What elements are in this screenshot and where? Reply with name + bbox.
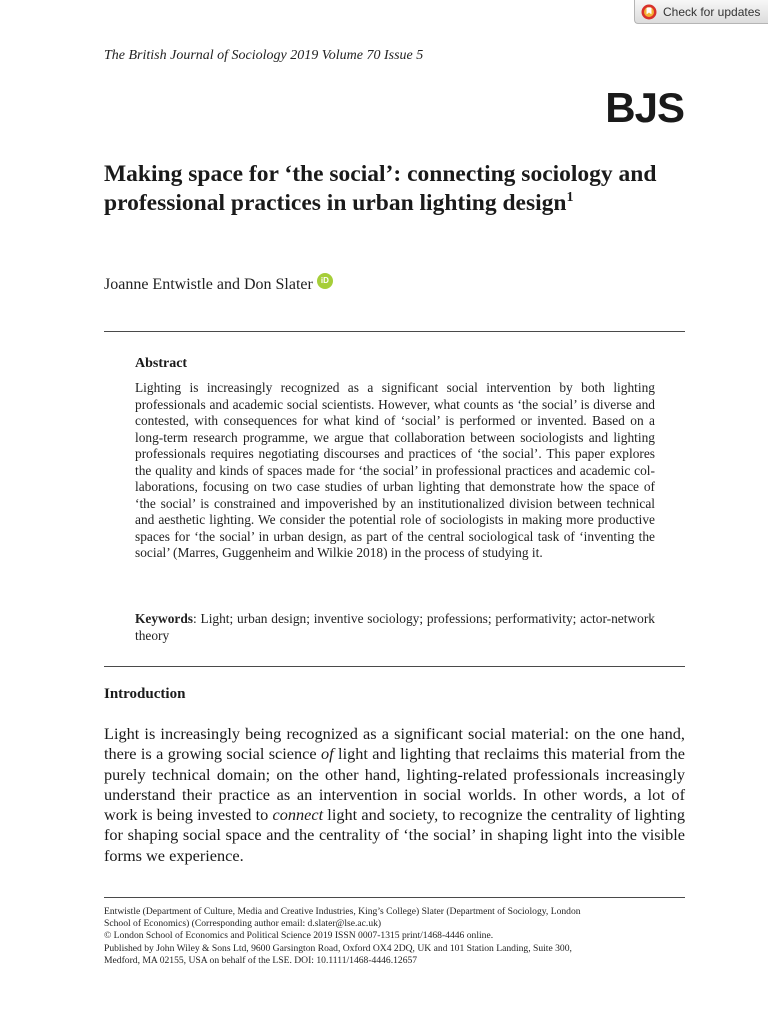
divider-footer [104, 897, 685, 898]
introduction-heading: Introduction [104, 686, 186, 702]
divider-middle [104, 666, 685, 667]
divider-top [104, 331, 685, 332]
intro-emphasis-connect: connect [272, 805, 324, 825]
footer-copyright: © London School of Economics and Political Science 2019 ISSN 0007-1315 print/1468-4446 online. [104, 930, 494, 942]
abstract-body: Lighting is increasingly recognized as a significant social intervention by both lighting professionals and academic social scientists. However, what counts as ‘the social’ is diverse and contested, with consequences for what kind of ‘social’ is performed or invented. Based on a long-term research programme, we argue that collaboration between sociologists and lighting professionals requires negotiating discourses and practices of ‘the social’. This paper explores the quality and kinds of spaces made for ‘the social’ in professional practices and academic collaborations, focusing on two case studies of urban lighting that demonstrate how the space of ‘the social’ is constrained and impoverished by an institutionalized division between technical and aesthetic lighting. We consider the potential role of sociologists in making more productive spaces for ‘the social’ in urban design, as part of the central sociological task of ‘inventing the social’ (Marres, Guggenheim and Wilkie 2018) in the process of studying it. [135, 380, 655, 560]
orcid-icon[interactable]: iD [317, 273, 333, 289]
keywords [135, 610, 655, 644]
check-for-updates-button[interactable] [634, 0, 768, 24]
footer-publisher-line-1: Published by John Wiley & Sons Ltd, 9600 Garsington Road, Oxford OX4 2DQ, UK and 101 Station Landing, Suite 300, [104, 942, 572, 954]
footer-publisher-line-2: Medford, MA 02155, USA on behalf of the LSE. DOI: 10.1111/1468-4446.12657 [104, 954, 418, 966]
keywords-list: : Light; urban design; inventive sociology; professions; performativity; actor-network theory [135, 611, 655, 643]
intro-text-3: light and society, to recognize the centrality of lighting for shaping social space and the centrality of ‘the social’ in shaping light into the visible forms we experience. [104, 805, 685, 865]
abstract-heading: Abstract [135, 356, 188, 371]
title-footnote-mark[interactable]: 1 [566, 190, 574, 205]
intro-emphasis-of: of [321, 744, 334, 764]
footer-notes [104, 906, 685, 967]
check-for-updates-label: Check for updates [663, 4, 761, 19]
intro-text-2: light and lighting that reclaims this material from the purely technical domain; on the other hand, lighting-related professionals increasingly understand their practice as an intervention in social worlds. In other words, a lot of work is being invested to [104, 744, 686, 825]
introduction-paragraph [104, 724, 685, 866]
keywords-label: Keywords [135, 611, 194, 626]
crossmark-icon [641, 4, 657, 20]
author-names: Joanne Entwistle and Don Slater [104, 276, 313, 293]
authors [104, 276, 333, 294]
journal-header: The British Journal of Sociology 2019 Volume 70 Issue 5 [104, 48, 424, 63]
article-title [104, 160, 694, 218]
article-title-text: Making space for ‘the social’: connecting sociology and professional practices in urban lighting design [104, 161, 657, 216]
journal-logo: BJS [605, 84, 684, 131]
intro-text-1: Light is increasingly being recognized as a significant social material: on the one hand, there is a growing social science [104, 724, 685, 764]
footer-affiliations-line-1: Entwistle (Department of Culture, Media and Creative Industries, King’s College) Slater (Department of Sociology, London [104, 906, 581, 917]
footer-affiliations-line-2: School of Economics) (Corresponding author email: d.slater@lse.ac.uk) [104, 918, 382, 930]
